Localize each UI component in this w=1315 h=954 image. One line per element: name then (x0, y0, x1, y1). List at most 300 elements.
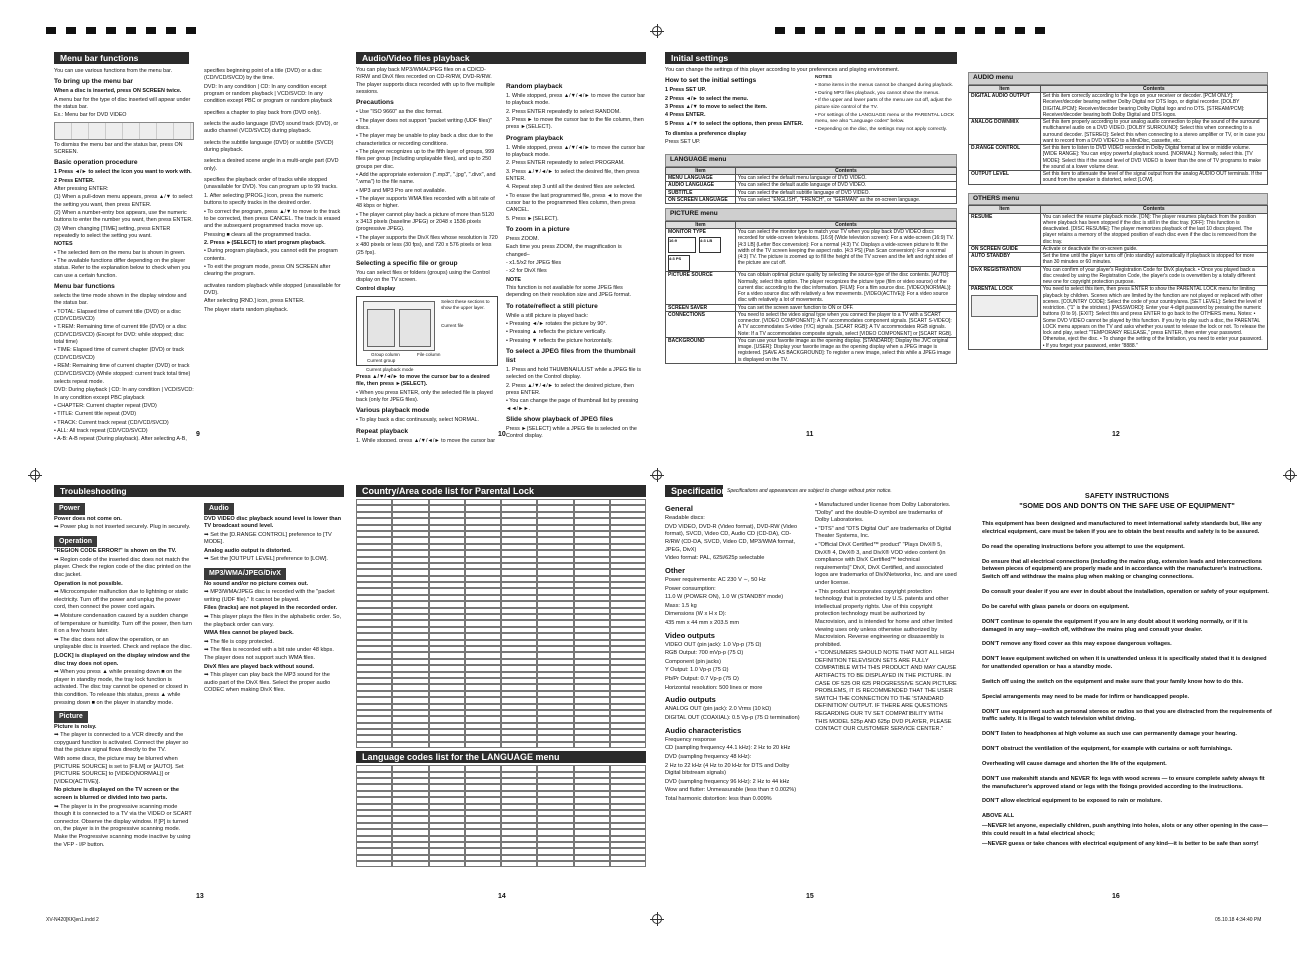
table-cell: You can obtain optimal picture quality by selecting the source-type of the disc contents. [AUTO]: Normally, select this option. The player recognizes the picture type (film or video source) of the current disc according to the disc information. [FILM]: For a film source disc. [VIDEO(NORMAL)]: For a video source disc with relatively a few movements. [VIDEO(ACTIVE)]: For a video source disc with relatively a lot of movements. (735, 272, 956, 304)
table-cell-label: PARENTAL LOCK (971, 286, 1013, 293)
col-header: Item (969, 206, 1041, 213)
table-cell: SCREEN SAVER (666, 304, 736, 311)
language-menu-heading: LANGUAGE menu (665, 154, 957, 167)
subheading: General (665, 504, 693, 513)
body-text: • TITLE: Current title repeat (DVD) (54, 411, 137, 418)
body-text: • REM: Remaining time of current chapter (DVD) or track (CD/VCD/SVCD) (While stopped: current track total time) (54, 363, 191, 377)
body-text: specifies the playback order of tracks while stopped (unavailable for DVD). You can program up to 99 tracks. (204, 177, 338, 191)
page-9 (54, 52, 342, 442)
subheading: Video outputs (665, 630, 715, 640)
subheading: Precautions (356, 99, 394, 107)
problem-heading: DVD VIDEO disc playback sound level is lower than TV broadcast sound level. (204, 515, 342, 530)
section-title: Country/Area code list for Parental Lock (356, 485, 646, 497)
body-text: The player starts random playback. (204, 306, 289, 313)
table-row (969, 93, 1268, 119)
table-cell: Set this item to listen to DVD VIDEO recorded in Dolby Digital format at low or middle volume. [WIDE RANGE]: You can enjoy powerful playback sound. [NORMAL]: Normally, select this. [TV MODE]: Select this if the sound level of DVD VIDEO is lower than the one of TV programs to make the sound at a lower volume clear. (1040, 145, 1267, 171)
body-text: • Add the appropriate extension (".mp3", ".jpg", ".divx", and ".wma") to the file name. (356, 172, 496, 186)
section-subtitle: Specifications and appearances are subject to change without prior notice. (727, 487, 892, 494)
body-text: selects the time mode shown in the display window and the status bar. (54, 293, 187, 307)
diagram-label: File column (417, 351, 441, 357)
body-text: • For settings of the LANGUAGE menu or the PARENTAL LOCK menu, see also "Language codes" below. (815, 112, 955, 125)
subheading: To zoom in a picture (506, 226, 570, 234)
solution-text: ➡ The files is recorded with a bit rate under 48 kbps. The player does not support such WMA files. (204, 647, 334, 661)
safety-item: —NEVER let anyone, especially children, push anything into holes, slots or any other opening in the case—this could result in a fatal electrical shock; (982, 823, 1268, 837)
page-9-column-2 (204, 67, 342, 442)
table-cell: Set the time until the player turns off (into standby) automatically if playback is stopped for more than 30 minutes or 60 minutes. (1040, 253, 1267, 267)
body-text: • T.REM: Remaining time of current title (DVD) or a disc (CD/VCD/SVCD) (Except for DVD: while stopped; disc total time) (54, 324, 187, 346)
body-text: You can change the settings of this player according to your preferences and playing environment. (665, 67, 900, 73)
body-text: • TIME: Elapsed time of current chapter (DVD) or track (CD/VCD/SVCD) (54, 347, 185, 361)
body-text: When a disc is inserted, press ON SCREEN twice. (54, 88, 182, 95)
code-cell (501, 742, 537, 748)
table-row (969, 253, 1268, 267)
table-cell: MENU LANGUAGE (666, 175, 736, 182)
safety-item: DON'T remove any fixed cover as this may expose dangerous voltages. (982, 641, 1172, 648)
code-cell (356, 742, 392, 748)
problem-heading: Files (tracks) are not played in the recorded order. (204, 605, 338, 612)
body-text: 3. Press ▲/▼/◄/► to select the desired file, then press ENTER. (506, 168, 640, 182)
section-title: Menu bar functions (54, 52, 189, 64)
page-number: 16 (1112, 893, 1120, 900)
registration-bar-top-right (775, 27, 1045, 34)
table-row (666, 304, 957, 311)
trademark-text: • Manufactured under license from Dolby Laboratories. "Dolby" and the double-D symbol are trademarks of Dolby Laboratories. (815, 502, 951, 524)
safety-item: Do ensure that all electrical connections (including the mains plug, extension leads and interconnections between pieces of equipment) are properly made and in accordance with the manufacturer's instructions. Switch off and withdraw the mains plug when making or changing connections. (982, 558, 1263, 581)
table-cell-label: MONITOR TYPE (668, 229, 706, 236)
body-text: • TOTAL: Elapsed time of current title (DVD) or a disc (CD/VCD/SVCD) (54, 308, 181, 323)
body-text: • Pressing ◄/► rotates the picture by 90°. (506, 321, 608, 328)
body-text: activates random playback while stopped (unavailable for DVD). (204, 282, 341, 296)
solution-text: ➡ The player is in the progressive scanning mode though it is connected to a TV via the VIDEO or SCART connector. Observe the display window. If [P] is turned on, the player is in the progressive scanning mode. Make the Progressive scanning mode inactive by using the VFP - I/P button. (54, 803, 192, 848)
body-text: • The player cannot play back a picture of more than 5120 x 3413 pixels (baseline JPEG) or 2048 x 1536 pixels (progressive JPEG). (356, 211, 495, 233)
solution-text: ➡ Set the [D.RANGE CONTROL] preference to [TV MODE]. (204, 531, 332, 546)
body-text: To dismiss a preference display (665, 131, 747, 138)
solution-text: ➡ Set the [OUTPUT LEVEL] preference to [LOW]. (204, 556, 328, 563)
spec-text: Power requirements: AC 230 V ∼, 50 Hz (665, 576, 766, 583)
safety-item: Do consult your dealer if you are ever in doubt about the installation, operation or safety of your equipment. (982, 589, 1269, 596)
body-text: 1. While stopped, press ▲/▼/◄/► to move the cursor bar (356, 437, 496, 442)
safety-item: Special arrangements may need to be made for infirm or handicapped people. (982, 693, 1190, 700)
monitor-label: 4:3 PS (669, 256, 682, 262)
safety-item: DON'T obstruct the ventilation of the equipment, for example with curtains or soft furnishings. (982, 746, 1233, 753)
page-number: 13 (196, 893, 204, 900)
body-text: • The player supports the DivX files whose resolution is 720 x 480 pixels or less (30 fps), and 720 x 576 pixels or less (25 fps). (356, 234, 498, 256)
problem-heading: DivX files are played back without sound. (204, 663, 315, 670)
safety-item: DON'T leave equipment switched on when it is unattended unless it is specifically stated that it is designed for unattended operation or has a standby mode. (982, 656, 1267, 671)
body-text: • You can change the page of thumbnail list by pressing ◄◄/►►. (506, 398, 639, 412)
notes-heading: NOTES (815, 75, 832, 81)
section-title: Language codes list for the LANGUAGE menu (356, 751, 646, 763)
trademark-text: • "Official DivX Certified™ product" "Plays DivX® 5, DivX® 4, DivX® 3, and DivX® VOD video content (in compliance with DivX Certified™ technical requirements)" DivX, DivX Certified, and associated logos are trademarks of DivXNetworks, Inc. and are used under license. (815, 541, 957, 586)
monitor-label: 16:9 (669, 238, 678, 244)
body-text: 2. Press ENTER repeatedly to select RANDOM. (506, 108, 621, 115)
table-row (666, 311, 957, 337)
body-text: 1. While stopped, press ▲/▼/◄/► to move the cursor bar to playback mode. (506, 92, 646, 107)
body-text: • Pressing ▲ reflects the picture vertically. (506, 329, 607, 336)
solution-text: ➡ This player can play back the MP3 sound for the audio part of the DivX files. Select the proper audio CODEC when making DivX files. (204, 672, 331, 694)
table-cell: You can select the monitor type to match your TV when you play back DVD VIDEO discs recorded for wide-screen televisions. [16:9] (Wide television screen): For a wide-screen (16:9) TV. [4:3 LB] (Letter Box conversion): For a normal (4:3) TV. Displays a wide-screen picture to fit the width of the TV screen keeping the aspect ratio. [4:3 PS] (Pan Scan conversion): For a normal (4:3) TV. The picture is zoomed up to fill the height of the TV screen and the left and right sides of the picture are cut off. (735, 229, 956, 272)
solution-text: ➡ This player plays the files in the alphabetic order. So, the playback order can vary. (204, 613, 342, 628)
body-text: 2 Press ENTER. (54, 177, 95, 184)
body-text: Press ▲/▼/◄/► to move the cursor bar to a desired file, then press ►(SELECT). (356, 374, 490, 388)
table-cell (969, 286, 1041, 350)
col-header: Item (666, 167, 736, 174)
group-column (367, 309, 395, 347)
table-cell: AUTO STANDBY (969, 253, 1041, 267)
table-cell: PICTURE SOURCE (666, 272, 736, 304)
body-text: selects the subtitle language (DVD) or subtitle (SVCD) during playback. (204, 139, 334, 154)
monitor-4-3-ps-illustration (668, 255, 690, 271)
table-cell: You can select the default subtitle language of DVD VIDEO. (735, 189, 956, 196)
trademark-text: • "DTS" and "DTS Digital Out" are trademarks of Digital Theater Systems, Inc. (815, 525, 952, 540)
body-text: After pressing ENTER: (54, 186, 109, 192)
body-text: • TRACK: Current track repeat (CD/VCD/SVCD) (54, 419, 169, 426)
language-menu-table (665, 167, 957, 204)
table-cell: OUTPUT LEVEL (969, 171, 1041, 185)
subheading: Audio outputs (665, 695, 716, 705)
body-text: Press SET UP. (665, 139, 701, 146)
footer-filename: XV-N420[KK]en1.indd 2 (46, 917, 99, 923)
table-cell: BACKGROUND (666, 337, 736, 363)
col-header: Item (666, 221, 736, 228)
table-cell: DIGITAL AUDIO OUTPUT (969, 93, 1041, 119)
safety-item: Do read the operating instructions before you attempt to use the equipment. (982, 543, 1185, 550)
safety-item: Overheating will cause damage and shorten the life of the equipment. (982, 760, 1167, 767)
body-text: Pressing ■ clears all the programmed tracks. (204, 231, 311, 238)
table-cell: Set this item correctly according to the logo on your receiver or decoder. [PCM ONLY]: Receiver/decoder bearing neither Dolby Digital nor DTS logo, or digital recorder. [DOLBY DIGITAL/PCM]: Receiver/decoder bearing Dolby Digital logo and no DTS. [STREAM/PCM]: Receiver/decoder bearing both Dolby Digital and DTS logos. (1040, 93, 1267, 119)
code-cell (429, 742, 465, 748)
picture-menu-heading: PICTURE menu (665, 208, 957, 221)
body-text: • ALL: All track repeat (CD/VCD/SVCD) (54, 427, 148, 434)
body-text: • The player does not support "packet writing (UDF files)" discs. (356, 117, 492, 132)
subheading: Slide show playback of JPEG files (506, 416, 614, 424)
page-15-column-2 (815, 501, 957, 889)
audio-menu-table (968, 85, 1268, 185)
subheading: Menu bar functions (54, 283, 115, 291)
table-row (969, 245, 1268, 252)
solution-text: ➡ The disc does not allow the operation, or an unplayable disc is inserted. Check and replace the disc. (54, 636, 192, 651)
spec-text: DVD VIDEO, DVD-R (Video format), DVD-RW (Video format), SVCD, Video CD, Audio CD (CD-DA), CD-R/RW (CD-DA, SVCD, Video CD, MP3/WMA format, JPEG, DivX) (665, 523, 798, 553)
subheading: Various playback mode (356, 407, 430, 415)
page-number: 12 (1112, 431, 1120, 438)
table-cell: ON SCREEN GUIDE (969, 245, 1041, 252)
language-code-grid (356, 765, 646, 867)
col-header: Contents (735, 221, 956, 228)
page-10 (356, 52, 646, 442)
page-number: 10 (498, 431, 506, 438)
solution-text: ➡ The player is connected to a VCR directly and the copyguard function is activated. Connect the player so that the picture signal flows directly to the TV. (54, 732, 189, 754)
table-row (666, 182, 957, 189)
table-cell: ON SCREEN LANGUAGE (666, 196, 736, 203)
code-cell (537, 861, 573, 867)
body-text: 5. Press ►(SELECT). (506, 215, 559, 222)
page-13 (54, 485, 344, 890)
body-text: • Some items in the menus cannot be changed during playback. (815, 83, 954, 89)
body-text: specifies a chapter to play back from (DVD only). (204, 109, 321, 116)
table-cell: You need to select this item, then press ENTER to show the PARENTAL LOCK menu for limiting playback by children. Scenes which are limited by the function are not played or replaced with other scenes. [COUNTRY CODE]: Select the code of your country/area. [SET LEVEL]: Select the level of restriction. ("1" is the strictest.) [PASSWORD]: Enter your 4-digit password by pressing the numeric buttons (0 to 9). [EXIT]: Select this and press ENTER to go back to the OTHERS menu. Notes: • Some DVD VIDEO cannot be played by this function. If you try to play such a disc, the PARENTAL LOCK menu appears on the TV and asks whether you want to release the lock or not. To release the lock and play, select "TEMPORARY RELEASE," press ENTER, then enter your password. Otherwise, eject the disc. • To change the setting of the limitation, you need to enter your password. • If you forget your password, enter "8888." (1040, 286, 1267, 350)
monitor-4-3-lb-illustration (699, 237, 721, 253)
col-header: Contents (735, 167, 956, 174)
spec-text: Dimensions (W x H x D): (665, 611, 727, 618)
safety-title: SAFETY INSTRUCTIONS (1084, 491, 1170, 500)
code-cell (429, 861, 465, 867)
page-number: 15 (806, 893, 814, 900)
body-text: • To exit the program mode, press ON SCREEN after clearing the program. (204, 263, 331, 278)
spec-text: DIGITAL OUT (COAXIAL): 0.5 Vp-p (75 Ω termination) (665, 715, 800, 722)
body-text: Each time you press ZOOM, the magnification is changed– (506, 244, 622, 258)
step-text: 4 Press ENTER. (665, 112, 706, 119)
page-13-column-2 (204, 499, 344, 889)
col-header: Contents (1040, 206, 1267, 213)
page-9-column-1 (54, 67, 194, 442)
spec-text: Video format: PAL, 625i/625p selectable (665, 555, 765, 562)
body-text: • The player recognizes up to the fifth layer of groups, 999 files per group (including unplayable files), and up to 250 groups per disc. (356, 149, 495, 170)
body-text: You can use various functions from the menu bar. (54, 68, 173, 74)
spec-text: Wow and flutter: Unmeasurable (less than ± 0.002%) (665, 787, 797, 794)
table-row (969, 119, 1268, 145)
diagram-label: Current file (441, 322, 464, 328)
body-text: Press ZOOM. (506, 236, 539, 243)
table-cell: You can set the screen saver function to ON or OFF. (735, 304, 956, 311)
section-title: Troubleshooting (54, 485, 344, 497)
category-tag: Power (54, 503, 85, 515)
problem-heading: "REGION CODE ERROR!" is shown on the TV. (54, 548, 177, 555)
page-15-column-1 (665, 501, 805, 889)
spec-text: 11.0 W (POWER ON), 1.0 W (STANDBY mode) (665, 594, 784, 601)
solution-text: With some discs, the picture may be blurred when [PICTURE SOURCE] is set to [FILM] or [AUTO]. Set [PICTURE SOURCE] to [VIDEO(NORMAL)] or [VIDEO(ACTIVE)]. (54, 755, 184, 785)
page-16-safety-instructions (982, 491, 1272, 891)
table-cell: Activate or deactivate the on-screen guide. (1040, 245, 1267, 252)
problem-heading: Analog audio output is distorted. (204, 547, 292, 554)
table-row (666, 272, 957, 304)
spec-text: DVD (sampling frequency 96 kHz): 2 Hz to 44 kHz (665, 778, 790, 785)
problem-heading: Power does not come on. (54, 515, 122, 522)
code-cell (501, 861, 537, 867)
section-title: Initial settings (665, 52, 957, 64)
body-text: DVD: In any condition | CD: In any condition except program or random playback | VCD/SVCD: In any condition except PBC or program or random playback (204, 83, 333, 105)
code-cell (392, 742, 428, 748)
spec-text: Y Output: 1.0 Vp-p (75 Ω) (665, 667, 729, 674)
body-text: 2. Press ENTER repeatedly to select PROGRAM. (506, 160, 625, 167)
body-text: Control display (356, 285, 396, 292)
safety-item: DON'T use makeshift stands and NEVER fix legs with wood screws — to ensure complete safety always fit the manufacturer's approved stand or legs with the fixings provided according to the instructions. (982, 775, 1265, 790)
registration-mark (652, 470, 662, 480)
body-text: You can select files or folders (groups) using the Control display on the TV screen. (356, 269, 490, 284)
diagram-label: Current group (367, 357, 396, 363)
table-cell: SUBTITLE (666, 189, 736, 196)
safety-item: —NEVER guess or take chances with electrical equipment of any kind—it is better to be safe than sorry! (982, 840, 1259, 847)
body-text: 1. After selecting [PROG.] icon, press the numeric buttons to specify tracks in the desired order. (204, 192, 323, 207)
subheading: Other (665, 565, 686, 575)
problem-heading: Operation is not possible. (54, 580, 123, 587)
registration-mark (1285, 470, 1295, 480)
table-row (666, 175, 957, 182)
category-tag: MP3/WMA/JPEG/DivX (204, 568, 286, 580)
page-number: 14 (498, 893, 506, 900)
control-display-diagram (356, 296, 498, 366)
table-cell (666, 229, 736, 272)
page-number: 11 (806, 431, 814, 438)
table-row (666, 229, 957, 272)
problem-heading: [LOCK] is displayed on the display window and the disc tray does not open. (54, 652, 190, 667)
body-text: 3. Press ► to move the cursor bar to the file column, then press ►(SELECT). (506, 116, 644, 131)
solution-text: ➡ MP3/WMA/JPEG disc is recorded with the "packet writing (UDF file)." It cannot be played. (204, 589, 335, 603)
spec-text: Frequency response (665, 736, 716, 743)
body-text: (2) When a number-entry box appears, use the numeric buttons to enter the number you want, then press ENTER. (54, 210, 193, 224)
monitor-16-9-illustration (668, 237, 696, 253)
step-text: 1 Press SET UP. (665, 87, 706, 94)
body-text: • CHAPTER: Current chapter repeat (DVD) (54, 402, 157, 409)
problem-heading: WMA files cannot be played back. (204, 630, 294, 637)
spec-text: Pb/Pr Output: 0.7 Vp-p (75 Ω) (665, 676, 739, 683)
table-row (666, 337, 957, 363)
solution-text: ➡ Region code of the inserted disc does not match the player. Check the region code of the disc printed on the disc jacket. (54, 556, 191, 578)
body-text: 2. Press ►(SELECT) to start program playback. (204, 239, 326, 246)
spec-text: 435 mm x 44 mm x 203.5 mm (665, 619, 739, 626)
safety-item: DON'T use equipment such as personal stereos or radios so that you are distracted from the requirements of traffic safety. It is illegal to watch television whilst driving. (982, 708, 1272, 723)
body-text: • To play back a disc continuously, select NORMAL. (356, 417, 480, 424)
table-cell: Set this item properly according to your analog audio connection to play the sound of the surround multichannel audio on a DVD VIDEO. [DOLBY SURROUND]: Select this when connecting to a surround decoder. [STEREO]: Select this when connecting to a stereo amplifier or TV, or in case you want to record from a DVD VIDEO to a MiniDisc, cassette, etc. (1040, 119, 1267, 145)
country-code-grid (356, 499, 646, 748)
table-cell: You can confirm of your player's Registration Code for DivX playback. • Once you played back a disc created by using the Registration Code, the player's code is overwritten by a totally different new one for copyright protection purpose. (1040, 266, 1267, 286)
spec-text: 2 Hz to 22 kHz (4 Hz to 20 kHz for DTS and Dolby Digital bitstream signals) (665, 762, 790, 777)
problem-heading: No sound and/or no picture comes out. (204, 580, 309, 587)
body-text: To dismiss the menu bar and the status bar, press ON SCREEN. (54, 141, 183, 156)
table-row (969, 145, 1268, 171)
page-10-column-1 (356, 66, 498, 442)
safety-item: This equipment has been designed and manufactured to meet international safety standards but, like any electrical equipment, care must be taken if you are to obtain the best results and safety is to be assured. (982, 521, 1262, 535)
safety-item: DON'T allow electrical equipment to be exposed to rain or moisture. (982, 798, 1163, 805)
subheading: Program playback (506, 134, 564, 142)
table-cell: RESUME (969, 213, 1041, 245)
table-row (666, 196, 957, 203)
notes-heading: NOTES (54, 241, 73, 248)
page-number: 9 (196, 431, 200, 438)
file-column (399, 309, 431, 347)
code-cell (574, 861, 610, 867)
spec-text: Component (pin jacks) (665, 658, 721, 665)
spec-text: ANALOG OUT (pin jack): 2.0 Vrms (10 kΩ) (665, 706, 772, 713)
subheading: Random playback (506, 83, 563, 90)
body-text: 1. While stopped, press ▲/▼/◄/► to move the cursor bar to playback mode. (506, 144, 646, 158)
body-text: While a still picture is played back: (506, 312, 589, 319)
body-text: A menu bar for the type of disc inserted will appear under the status bar. (54, 96, 191, 110)
safety-item: Do be careful with glass panels or doors on equipment. (982, 603, 1130, 610)
diagram-label: Group column (371, 351, 400, 357)
body-text: Ex.: Menu bar for DVD VIDEO (54, 112, 127, 119)
solution-text: ➡ Power plug is not inserted securely. Plug in securely. (54, 524, 191, 531)
spec-text: Total harmonic distortion: less than 0.009% (665, 795, 772, 802)
body-text: • To correct the program, press ▲/▼ to move to the track to be corrected, then press CANCEL. The track is erased and the subsequent programmed tracks move up. (204, 208, 341, 230)
table-cell: You can select the default menu language of DVD VIDEO. (735, 175, 956, 182)
others-menu-heading: OTHERS menu (968, 193, 1268, 206)
table-row (969, 286, 1268, 350)
safety-item: DON'T continue to operate the equipment if you are in any doubt about it working normally, or if it is damaged in any way—switch off, withdraw the mains plug and consult your dealer. (982, 618, 1248, 633)
page-10-column-2 (506, 80, 646, 442)
body-text: selects the audio language (DVD) sound track (DVD), or audio channel (VCD/SVCD) during playback. (204, 121, 339, 135)
registration-mark (652, 26, 662, 36)
solution-text: ➡ When you press ▲ while pressing down ■ on the player in standby mode, the tray lock function is activated. The disc tray cannot be opened or closed in this condition. To release this status, press ▲ while pressing down ■ on the player in standby mode. (54, 669, 188, 706)
registration-mark (30, 470, 40, 480)
safety-item: ABOVE ALL (982, 813, 1015, 820)
subheading: To bring up the menu bar (54, 78, 133, 86)
code-cell (610, 742, 646, 748)
code-cell (356, 861, 392, 867)
body-text: • During program playback, you cannot edit the program contents. (204, 248, 338, 262)
step-text: 2 Press ◄/► to select the menu. (665, 95, 749, 102)
problem-heading: Picture is noisy. (54, 723, 97, 730)
spec-text: Power consumption: (665, 585, 716, 592)
solution-text: ➡ Moisture condensation caused by a sudden change of temperature or humidity. Turn off the power, then turn it on a few hours later. (54, 612, 192, 635)
body-text: • A-B: A-B repeat (During playback). After selecting A-B, (54, 436, 187, 442)
table-cell: CONNECTIONS (666, 311, 736, 337)
table-cell: Set this item to attenuate the level of the signal output from the analog AUDIO OUT terminals. If the sound from the speaker is distorted, select [LOW]. (1040, 171, 1267, 185)
safety-item: DON'T listen to headphones at high volume as such use can permanently damage your hearing. (982, 731, 1237, 738)
body-text: You can play back MP3/WMA/JPEG files on a CD/CD-R/RW and DivX files recorded on CD-R/RW, DVD-R/RW. The player supports discs recorded with up to five multiple sessions. (356, 67, 495, 96)
code-cell (574, 742, 610, 748)
menu-bar-illustration (54, 122, 194, 140)
table-cell: You can select the resume playback mode. [ON]: The player resumes playback from the position where playback has been stopped if the disc is still in the disc tray. [OFF]: This function is deactivated. [DISC RESUME]: The player memorizes playback of the last 10 discs played. The player retains a memory of the stopped position of each disc even if the disc is removed from the disc tray. (1040, 213, 1267, 245)
safety-item: Switch off using the switch on the equipment and make sure that your family know how to do this. (982, 678, 1244, 685)
category-tag: Audio (204, 503, 234, 515)
subheading: Repeat playback (356, 427, 409, 435)
spec-text: VIDEO OUT (pin jack): 1.0 Vp-p (75 Ω) (665, 641, 762, 648)
code-cell (392, 861, 428, 867)
table-cell: You can use your favorite image as the opening display. [STANDARD]: Display the JVC original image. [USER]: Display your favorite image as the opening display when a JPEG image is registered. [SAVE AS BACKGROUND]: To register a new image, select this while a JPEG image is displayed on the TV. (735, 337, 956, 363)
col-header: Item (969, 85, 1041, 92)
trademark-text: • This product incorporates copyright protection technology that is protected by U.S. patents and other intellectual property rights. Use of this copyright protection technology must be authorized by Macrovision, and is intended for home and other limited viewing uses only unless otherwise authorized by Macrovision. Reverse engineering or disassembly is prohibited. (815, 588, 953, 648)
body-text: • MP3 and MP3 Pro are not available. (356, 187, 446, 194)
diagram-label: Select these sections to show the upper layer. (441, 298, 490, 311)
solution-text: ➡ Microcomputer malfunction due to lightning or static electricity. Turn off the power and unplug the power cord, then connect the power cord again. (54, 589, 189, 611)
page-15 (665, 485, 957, 890)
code-cell (610, 861, 646, 867)
body-text: (1) When a pull-down menu appears, press ▲/▼ to select the setting you want, then press ENTER. (54, 194, 193, 208)
table-cell: AUDIO LANGUAGE (666, 182, 736, 189)
category-tag: Picture (54, 711, 88, 723)
others-menu-table (968, 205, 1268, 350)
page-11-top (665, 66, 957, 146)
trademark-text: • "CONSUMERS SHOULD NOTE THAT NOT ALL HIGH DEFINITION TELEVISION SETS ARE FULLY COMPATIBLE WITH THIS PRODUCT AND MAY CAUSE ARTIFACTS TO BE DISPLAYED IN THE PICTURE. IN CASE OF 525 OR 625 PROGRESSIVE SCAN PICTURE PROBLEMS, IT IS RECOMMENDED THAT THE USER SWITCH THE CONNECTION TO THE 'STANDARD DEFINITION' OUTPUT. IF THERE ARE QUESTIONS REGARDING OUR TV SET COMPATIBILITY WITH THIS MODEL 525p AND 625p DVD PLAYER, PLEASE CONTACT OUR CUSTOMER SERVICE CENTER." (815, 650, 957, 733)
table-cell: You can select the default audio language of DVD VIDEO. (735, 182, 956, 189)
body-text: This function is not available for some JPEG files depending on their resolution size and JPEG format. (506, 285, 631, 299)
page-11 (665, 52, 957, 442)
body-text: • The selected item on the menu bar is shown in green. (54, 249, 186, 256)
body-text: 2. Press ▲/▼/◄/► to select the desired picture, then press ENTER. (506, 382, 635, 397)
body-text: • Use "ISO 9660" as the disc format. (356, 109, 443, 116)
step-text: 5 Press ▲/▼ to select the options, then press ENTER. (665, 120, 804, 127)
notes-heading: NOTE (506, 276, 521, 283)
footer-timestamp: 05.10.18 4:34:40 PM (1215, 917, 1262, 923)
body-text: • If the upper and lower parts of the menu are cut off, adjust the picture size control of the TV. (815, 98, 952, 111)
body-text: • When you press ENTER, only the selected file is played back (only for JPEG files). (356, 389, 493, 404)
subheading: To rotate/reflect a still picture (506, 302, 598, 310)
table-row (969, 213, 1268, 245)
body-text: (3) When changing [TIME] setting, press ENTER repeatedly to select the setting you want. (54, 225, 171, 240)
body-text: selects a desired scene angle in a multi-angle part (DVD only). (204, 158, 339, 172)
audio-menu-heading: AUDIO menu (968, 72, 1268, 85)
code-cell (465, 742, 501, 748)
picture-menu-table (665, 221, 957, 364)
table-row (969, 171, 1268, 185)
section-title: Specifications (665, 485, 723, 497)
spec-text: Horizontal resolution: 500 lines or more (665, 684, 763, 691)
body-text: selects repeat mode. (54, 378, 105, 385)
body-text: 1. Press and hold THUMBNAIL/LIST while a JPEG file is selected on the Control display. (506, 367, 641, 381)
section-title: Audio/Video files playback (356, 52, 646, 64)
table-cell: You can select "ENGLISH", "FRENCH", or "GERMAN" as the on-screen language. (735, 196, 956, 203)
spec-text: RGB Output: 700 mVp-p (75 Ω) (665, 650, 744, 657)
